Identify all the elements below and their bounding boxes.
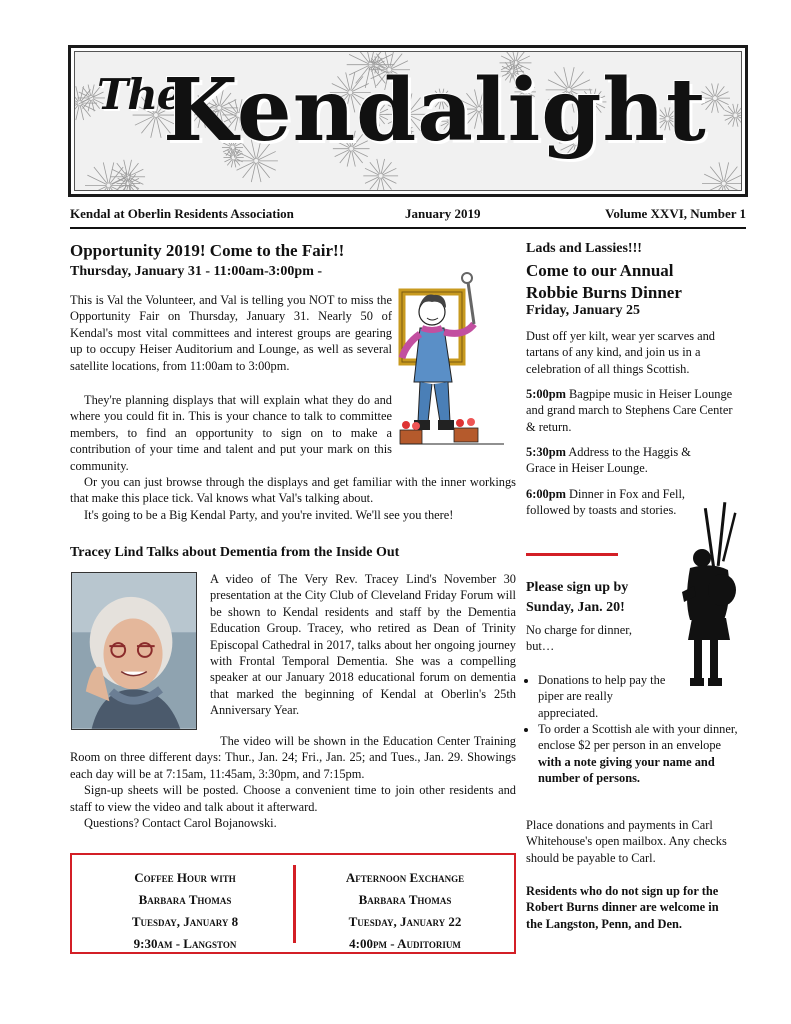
- schedule-text: Bagpipe music in Heiser Lounge and grand march to Stephens Care Center & return.: [526, 387, 733, 434]
- event-title: Afternoon Exchange: [345, 870, 465, 885]
- fair-paragraph-1-wrap: [70, 292, 392, 374]
- sidebar-red-rule: [526, 553, 618, 556]
- burns-intro: Dust off yer kilt, wear yer scarves and tartans of any kind, and join us in a celebration of all things Scottish.: [526, 329, 716, 376]
- signup-line-2: Sunday, Jan. 20!: [526, 600, 625, 615]
- signup-line-1: Please sign up by: [526, 580, 629, 595]
- masthead-title: Kendalight: [163, 60, 707, 161]
- burns-date: Friday, January 25: [526, 303, 640, 318]
- bullet-ale-text: To order a Scottish ale with your dinner, enclose $2 per person in an envelope: [538, 722, 738, 753]
- burns-bullets-2: [538, 721, 746, 787]
- dementia-paragraph-2: The video will be shown in the Education Center Training Room on three different days: Thur., Jan. 24; Fri., Jan. 25; and Tues., Jan. 29. Showings each day will be at 7:15am, 11:45am, 3:30pm, and 7:15pm.: [70, 734, 516, 781]
- masthead-the: The: [97, 70, 183, 119]
- dementia-paragraph-2-wrap: [70, 733, 516, 831]
- event-time: 4:00pm - Auditorium: [349, 936, 461, 951]
- bullet-donations: • Donations to help pay the piper are really appreciated.: [538, 672, 670, 721]
- burns-bullets: [538, 672, 670, 721]
- fair-subhead: Thursday, January 31 - 11:00am-3:00pm -: [70, 264, 323, 279]
- fair-paragraph-1: This is Val the Volunteer, and Val is telling you NOT to miss the Opportunity Fair on Thursday, January 31. Nearly 50 of Kendal's most vital committees and interest groups are gearing up to occupy Heiser Auditorium and Lounge, as well as several satellite locations, from 11:00am to 3:00pm.: [70, 293, 392, 373]
- event-date: Tuesday, January 22: [348, 914, 462, 929]
- bullet-scottish-ale: [538, 721, 746, 787]
- schedule-text: Dinner in Fox and Fell, followed by toasts and stories.: [526, 487, 686, 518]
- burns-headline-line-2: Robbie Burns Dinner: [526, 283, 682, 302]
- event-coffee-hour: [80, 867, 290, 955]
- fair-paragraph-2-wrap: [70, 392, 392, 474]
- burns-headline: [526, 260, 746, 304]
- masthead: [68, 45, 748, 197]
- event-host: Barbara Thomas: [138, 892, 232, 907]
- schedule-time: 5:30pm: [526, 445, 566, 459]
- bagpiper-silhouette: [672, 500, 748, 700]
- fair-paragraph-3: Or you can just browse through the displays and get familiar with the inner workings that make this place tick. Val knows what Val's talking about.: [70, 475, 516, 506]
- fair-paragraph-4: It's going to be a Big Kendal Party, and you're invited. We'll see you there!: [84, 507, 454, 522]
- burns-headline-line-1: Come to our Annual: [526, 261, 674, 280]
- no-charge-text: No charge for dinner, but…: [526, 623, 632, 654]
- dementia-headline: Tracey Lind Talks about Dementia from the Inside Out: [70, 545, 400, 560]
- masthead-background: [74, 51, 742, 191]
- burns-schedule-1: [526, 386, 736, 435]
- dementia-paragraph-1-wrap: [210, 571, 516, 719]
- header-rule: [70, 227, 746, 229]
- signup-heading: [526, 578, 676, 618]
- closing-text: Residents who do not sign up for the Robert Burns dinner are welcome in the Langston, Penn, and Den.: [526, 884, 719, 931]
- burns-schedule-2: [526, 444, 722, 477]
- event-time: 9:30am - Langston: [133, 936, 237, 951]
- dementia-paragraph-3: Sign-up sheets will be posted. Choose a convenient time to join other residents and staff to view the video and talk about it afterward.: [70, 783, 516, 814]
- event-date: Tuesday, January 8: [131, 914, 239, 929]
- donations-text: Place donations and payments in Carl Whitehouse's open mailbox. Any checks should be payable to Carl.: [526, 818, 727, 865]
- tracey-lind-photo: [71, 572, 197, 730]
- issue-date: January 2019: [405, 206, 481, 221]
- schedule-time: 5:00pm: [526, 387, 566, 401]
- burns-kicker: Lads and Lassies!!!: [526, 241, 642, 256]
- events-box: [70, 853, 516, 954]
- dementia-paragraph-4: Questions? Contact Carol Bojanowski.: [84, 816, 277, 831]
- fair-paragraph-3-wrap: [70, 474, 516, 523]
- event-title: Coffee Hour with: [134, 870, 236, 885]
- schedule-text: Address to the Haggis & Grace in Heiser Lounge.: [526, 445, 691, 476]
- val-volunteer-illustration: [394, 262, 510, 450]
- event-host: Barbara Thomas: [358, 892, 452, 907]
- dementia-paragraph-1: A video of The Very Rev. Tracey Lind's November 30 presentation at the City Club of Cleveland Friday Forum will be shown to Kendal residents and staff by the Dementia Education Group. Tracey, who retired as Dean of Trinity Episcopal Cathedral in 2017, talks about her ongoing journey with Frontal Temporal Dementia. She was a compelling speaker at our January 2018 educational forum on dementia that marked the beginning of Kendal at Oberlin's 25th Anniversary Year.: [210, 572, 516, 718]
- events-divider: [293, 865, 296, 943]
- fair-paragraph-2: They're planning displays that will explain what they do and where you could fit in. This is your chance to talk to committee members, to find an opportunity to sign on to make a contribution of your time and talent and put your mark on this community.: [70, 393, 392, 473]
- issue-volume: Volume XXVI, Number 1: [605, 206, 746, 221]
- schedule-time: 6:00pm: [526, 487, 566, 501]
- fair-headline: Opportunity 2019! Come to the Fair!!: [70, 241, 345, 260]
- org-name: Kendal at Oberlin Residents Association: [70, 206, 294, 221]
- bullet-ale-bold: with a note giving your name and number of persons.: [538, 754, 715, 786]
- event-afternoon-exchange: [300, 867, 510, 955]
